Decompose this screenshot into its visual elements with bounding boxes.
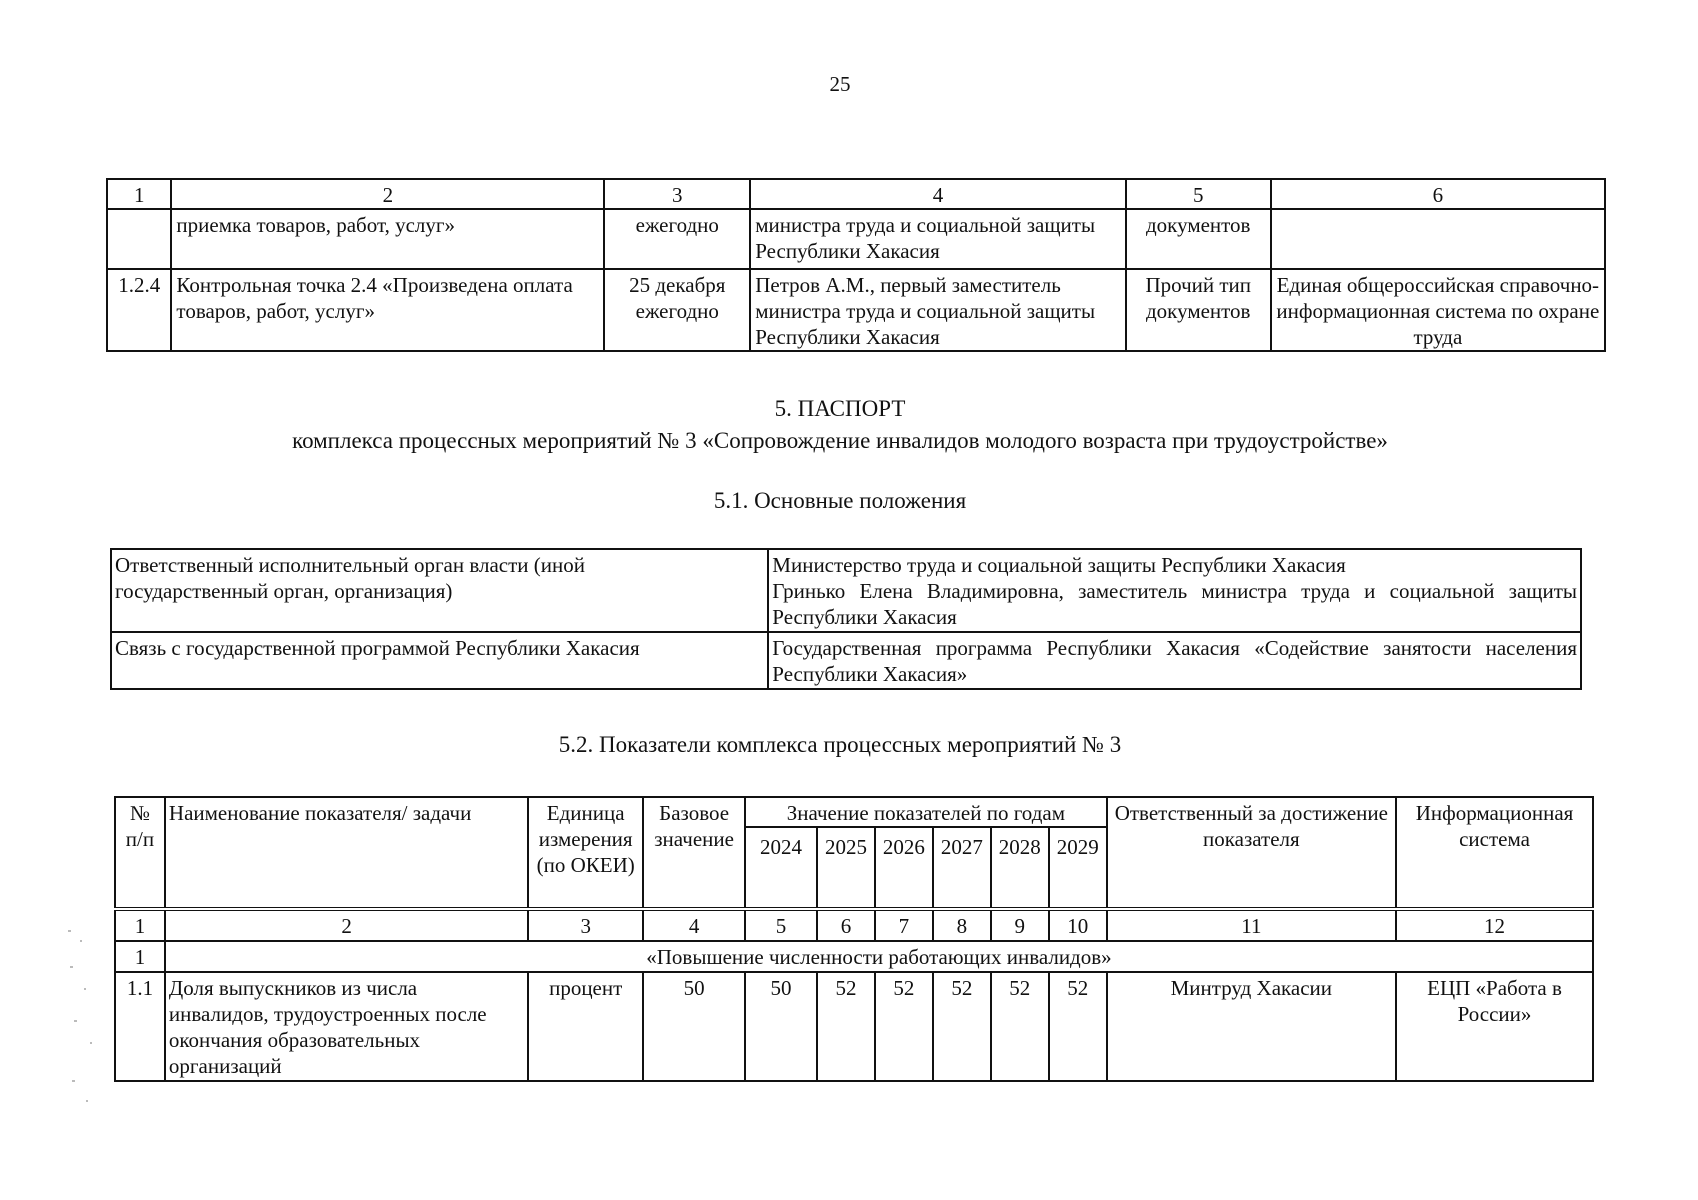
column-number: 6 <box>817 909 875 941</box>
column-number: 4 <box>750 179 1126 209</box>
table-row <box>107 209 1605 269</box>
column-number: 2 <box>165 909 528 941</box>
task-name: «Повышение численности работающих инвалидов» <box>165 941 1593 972</box>
information-system: Единая общероссийская справочно-информационная система по охране труда <box>1271 269 1605 351</box>
header-year: 2026 <box>875 827 933 909</box>
indicator-name: Доля выпускников из числа инвалидов, трудоустроенных после окончания образовательных организаций <box>165 972 528 1081</box>
header-year: 2027 <box>933 827 991 909</box>
column-number: 11 <box>1107 909 1396 941</box>
column-number: 7 <box>875 909 933 941</box>
passport-subtitle: комплекса процессных мероприятий № 3 «Сопровождение инвалидов молодого возраста при трудоустройстве» <box>292 428 1388 453</box>
control-point-name: Контрольная точка 2.4 «Произведена оплата товаров, работ, услуг» <box>171 269 604 351</box>
column-number: 3 <box>604 179 750 209</box>
header-year: 2024 <box>745 827 817 909</box>
header-unit: Единица измерения (по ОКЕИ) <box>528 797 643 909</box>
provision-value <box>768 549 1581 632</box>
column-number: 8 <box>933 909 991 941</box>
responsible-person: Петров А.М., первый заместитель министра труда и социальной защиты Республики Хакасия <box>750 269 1126 351</box>
header-year: 2025 <box>817 827 875 909</box>
row-number <box>107 209 171 269</box>
information-system <box>1271 209 1605 269</box>
responsible-person: министра труда и социальной защиты Республики Хакасия <box>750 209 1126 269</box>
table-row <box>111 632 1581 689</box>
provision-label: Связь с государственной программой Республики Хакасия <box>111 632 768 689</box>
table-header-row <box>115 797 1593 827</box>
header-base-value: Базовое значение <box>643 797 745 909</box>
deadline: 25 декабря ежегодно <box>604 269 750 351</box>
continuation-table <box>106 178 1606 352</box>
table-row <box>107 269 1605 351</box>
document-type: Прочий тип документов <box>1126 269 1271 351</box>
indicator-value-2025: 52 <box>817 972 875 1081</box>
table-header-row <box>107 179 1605 209</box>
state-program-link: Государственная программа Республики Хакасия «Содействие занятости населения Республики Хакасия» <box>772 636 1577 686</box>
page-number: 25 <box>829 72 851 96</box>
column-number: 12 <box>1396 909 1593 941</box>
header-indicator-name: Наименование показателя/ задачи <box>165 797 528 909</box>
responsible-ministry: Министерство труда и социальной защиты Республики Хакасия <box>772 553 1346 577</box>
provision-value <box>768 632 1581 689</box>
passport-title: 5. ПАСПОРТ <box>774 396 906 421</box>
indicator-information-system: ЕЦП «Работа в России» <box>1396 972 1593 1081</box>
responsible-curator: Гринько Елена Владимировна, заместитель министра труда и социальной защиты Республики Хакасия <box>772 579 1577 629</box>
indicator-base-value: 50 <box>643 972 745 1081</box>
column-number: 10 <box>1049 909 1107 941</box>
header-number: № п/п <box>115 797 165 909</box>
table-row <box>111 549 1581 632</box>
control-point-name: приемка товаров, работ, услуг» <box>171 209 604 269</box>
document-type: документов <box>1126 209 1271 269</box>
deadline: ежегодно <box>604 209 750 269</box>
main-provisions-table <box>110 548 1582 690</box>
column-number: 6 <box>1271 179 1605 209</box>
scan-margin-marks <box>60 930 100 1130</box>
row-number: 1.2.4 <box>107 269 171 351</box>
header-information-system: Информационная система <box>1396 797 1593 909</box>
indicator-unit: процент <box>528 972 643 1081</box>
indicator-responsible: Минтруд Хакасии <box>1107 972 1396 1081</box>
column-number-row <box>115 909 1593 941</box>
section-5-2-title: 5.2. Показатели комплекса процессных мероприятий № 3 <box>558 732 1122 757</box>
indicator-value-2027: 52 <box>933 972 991 1081</box>
indicator-value-2028: 52 <box>991 972 1049 1081</box>
indicators-table <box>114 796 1594 1082</box>
column-number: 5 <box>745 909 817 941</box>
column-number: 1 <box>107 179 171 209</box>
indicator-value-2029: 52 <box>1049 972 1107 1081</box>
task-number: 1 <box>115 941 165 972</box>
column-number: 1 <box>115 909 165 941</box>
column-number: 9 <box>991 909 1049 941</box>
header-values-by-year: Значение показателей по годам <box>745 797 1107 827</box>
indicator-value-2026: 52 <box>875 972 933 1081</box>
header-year: 2028 <box>991 827 1049 909</box>
column-number: 3 <box>528 909 643 941</box>
header-responsible: Ответственный за достижение показателя <box>1107 797 1396 909</box>
indicator-number: 1.1 <box>115 972 165 1081</box>
column-number: 5 <box>1126 179 1271 209</box>
column-number: 2 <box>171 179 604 209</box>
task-row <box>115 941 1593 972</box>
header-year: 2029 <box>1049 827 1107 909</box>
table-row <box>115 972 1593 1081</box>
column-number: 4 <box>643 909 745 941</box>
provision-label: Ответственный исполнительный орган власти (иной государственный орган, организация) <box>111 549 768 632</box>
indicator-value-2024: 50 <box>745 972 817 1081</box>
section-5-1-title: 5.1. Основные положения <box>713 488 967 513</box>
